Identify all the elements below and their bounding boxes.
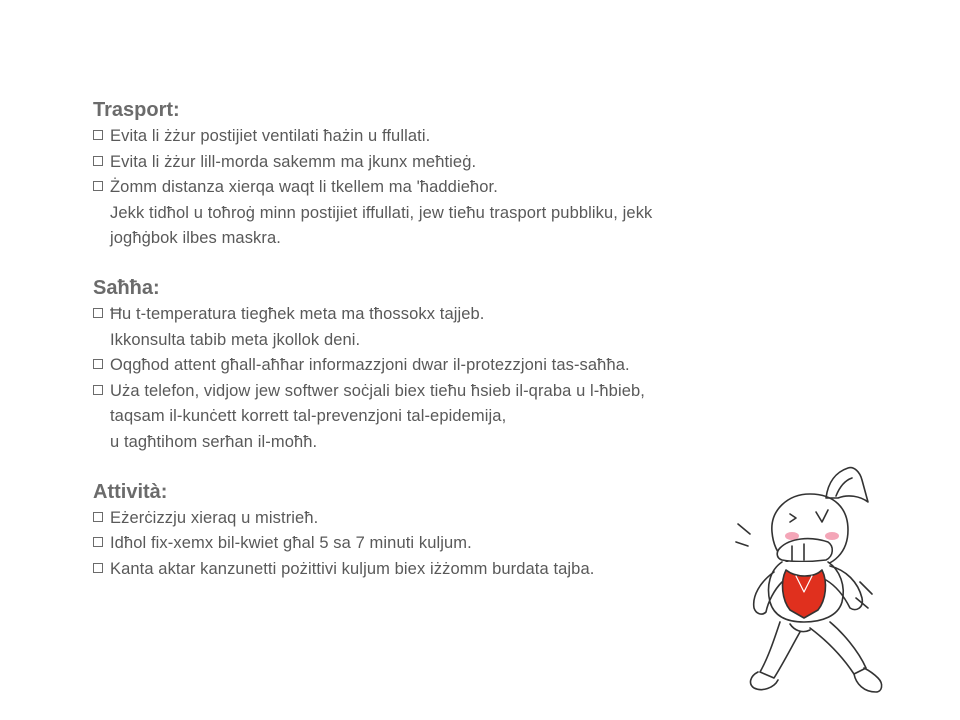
continuation-line <box>93 430 823 456</box>
section-saa <box>93 274 823 456</box>
section-heading: Attività: <box>93 480 168 503</box>
section-heading: Saħħa: <box>93 276 160 299</box>
checkbox-bullet-icon <box>93 359 103 369</box>
bullet-item <box>93 531 823 557</box>
line-text: Oqgħod attent għall-aħħar informazzjoni dwar il-protezzjoni tas-saħħa. <box>110 356 630 375</box>
line-text: Ħu t-temperatura tiegħek meta ma tħossokx tajjeb. <box>110 304 485 323</box>
line-text: Żomm distanza xierqa waqt li tkellem ma 'ħaddieħor. <box>110 178 498 197</box>
bullet-item <box>93 353 823 379</box>
continuation-line <box>93 328 823 354</box>
continuation-line <box>93 226 823 252</box>
line-text: taqsam il-kunċett korrett tal-prevenzjoni tal-epidemija, <box>110 407 507 426</box>
bullet-item <box>93 175 823 201</box>
checkbox-bullet-icon <box>93 181 103 191</box>
checkbox-bullet-icon <box>93 512 103 522</box>
bullet-item <box>93 150 823 176</box>
section-heading: Trasport: <box>93 99 180 121</box>
checkbox-bullet-icon <box>93 156 103 166</box>
bullet-item <box>93 124 823 150</box>
checkbox-bullet-icon <box>93 385 103 395</box>
bullet-item <box>93 302 823 328</box>
line-text: Eżerċizzju xieraq u mistrieħ. <box>110 508 319 527</box>
checkbox-bullet-icon <box>93 563 103 573</box>
line-text: u tagħtihom serħan il-moħħ. <box>110 432 318 451</box>
line-text: Ikkonsulta tabib meta jkollok deni. <box>110 330 361 349</box>
section-trasport <box>93 96 823 252</box>
bullet-item <box>93 379 823 405</box>
checkbox-bullet-icon <box>93 308 103 318</box>
line-text: Jekk tidħol u toħroġ minn postijiet iffullati, jew tieħu trasport pubbliku, jekk <box>110 203 653 222</box>
line-text: Uża telefon, vidjow jew softwer soċjali biex tieħu ħsieb il-qraba u l-ħbieb, <box>110 381 645 400</box>
line-text: Kanta aktar kanzunetti pożittivi kuljum biex iżżomm burdata tajba. <box>110 559 595 578</box>
line-text: Evita li żżur postijiet ventilati ħażin u ffullati. <box>110 127 431 145</box>
continuation-line <box>93 404 823 430</box>
line-text: Evita li żżur lill-morda sakemm ma jkunx meħtieġ. <box>110 152 477 171</box>
checkbox-bullet-icon <box>93 130 103 140</box>
text-content <box>93 96 823 604</box>
bullet-item <box>93 506 823 532</box>
section-attivit <box>93 478 823 583</box>
checkbox-bullet-icon <box>93 537 103 547</box>
line-text: jogħġbok ilbes maskra. <box>110 229 281 248</box>
line-text: Idħol fix-xemx bil-kwiet għal 5 sa 7 minuti kuljum. <box>110 534 472 553</box>
continuation-line <box>93 201 823 227</box>
cartoon-child-coughing-icon <box>730 462 952 710</box>
bullet-item <box>93 557 823 583</box>
